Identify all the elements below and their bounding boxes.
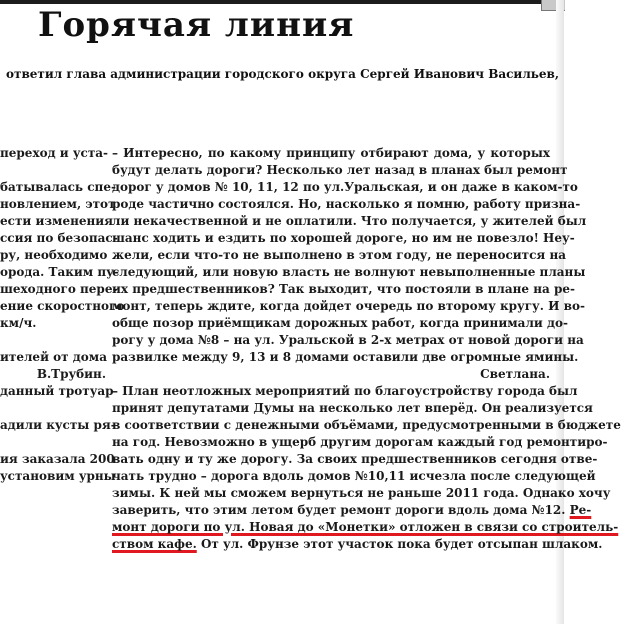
highlighted-text: монт дороги по ул. Новая до «Монетки» отложен в связи со строитель-: [112, 520, 619, 534]
line-text: следующий, или новую власть не волнуют невыполненные планы: [112, 265, 586, 279]
highlighted-text: ством кафе.: [112, 537, 197, 551]
main-column-line: [112, 264, 586, 281]
main-column-line: [112, 162, 568, 179]
main-column-line: [112, 179, 578, 196]
main-column-text: [112, 145, 621, 553]
line-text: развилке между 9, 13 и 8 домами оставили две огромные ямины.: [112, 350, 579, 364]
line-text: жели, если что-то не выполнено в этом году, не переносится на: [112, 248, 566, 262]
left-column-line: адили кусты ря-: [0, 418, 116, 432]
line-text: роде частично состоялся. Но, насколько я помню, работу призна-: [112, 197, 581, 211]
article-subtitle: ответил глава администрации городского округа Сергей Иванович Васильев,: [6, 67, 560, 81]
page-title: Горячая линия: [38, 5, 355, 45]
left-column-line: В.Трубин.: [36, 367, 106, 381]
line-text: на год. Невозможно в ущерб другим дорогам каждый год ремонтиро-: [112, 435, 608, 449]
line-text: монт, теперь ждите, когда дойдет очередь по второму кругу. И во-: [112, 299, 585, 313]
line-text: рогу у дома №8 – на ул. Уральской в 2-х метрах от новой дороги на: [112, 333, 584, 347]
main-column-line: [112, 332, 584, 349]
main-column-line: [112, 349, 579, 366]
line-text: зимы. К ней мы сможем вернуться не раньше 2011 года. Однако хочу: [112, 486, 611, 500]
line-text: – План неотложных мероприятий по благоустройству города был: [112, 384, 578, 398]
line-text: вать одну и ту же дорогу. За своих предшественников сегодня отве-: [112, 452, 598, 466]
left-column-line: ссия по безопас-: [0, 231, 118, 245]
line-text: будут делать дороги? Несколько лет назад в планах был ремонт: [112, 163, 568, 177]
left-column-line: [0, 162, 106, 179]
main-column-line: [112, 145, 550, 162]
left-column-line: батывалась спе-: [0, 180, 116, 194]
left-column-line: ести изменения: [0, 214, 114, 228]
line-text: От ул. Фрунзе этот участок пока будет отсыпан шлаком.: [196, 537, 603, 551]
left-column-text: [0, 145, 125, 485]
line-text: дорог у домов № 10, 11, 12 по ул.Уральская, и он даже в каком-то: [112, 180, 578, 194]
signature-line: [112, 366, 550, 383]
left-column-line: шеходного пере-: [0, 282, 118, 296]
main-column-line: [112, 400, 593, 417]
line-text: обще позор приёмщикам дорожных работ, когда принимали до-: [112, 316, 568, 330]
main-column-line: [112, 519, 619, 536]
left-column-line: орода. Таким пу-: [0, 265, 119, 279]
line-text: шанс ходить и ездить по хорошей дороге, но им не повезло! Неу-: [112, 231, 575, 245]
main-column-line: [112, 298, 585, 315]
main-column-line: [112, 417, 621, 434]
main-column-line: [112, 281, 575, 298]
main-column-line: [112, 451, 598, 468]
main-column-line: [112, 485, 611, 502]
line-text: ли некачественной и не оплатили. Что получается, у жителей был: [112, 214, 587, 228]
main-column-line: [112, 383, 578, 400]
main-column-line: [112, 536, 603, 553]
line-text: – Интересно, по какому принципу отбирают дома, у которых: [112, 146, 550, 160]
left-column-line: ия заказала 200: [0, 452, 115, 466]
line-text: заверить, что этим летом будет ремонт дороги вдоль дома №12.: [112, 503, 566, 517]
left-column-line: установим урны: [0, 469, 116, 483]
main-column-line: [112, 196, 581, 213]
left-column-line: переход и уста-: [0, 146, 109, 160]
top-border: [0, 0, 564, 4]
main-column-line: [112, 502, 592, 519]
main-column-line: [112, 468, 596, 485]
left-column-line: ру, необходимо: [0, 248, 108, 262]
left-column-line: новлением, этот: [0, 197, 116, 211]
line-text: чать трудно – дорога вдоль домов №10,11 исчезла после следующей: [112, 469, 596, 483]
line-text: их предшественников? Так выходит, что постояли в плане на ре-: [112, 282, 575, 296]
line-text: Светлана.: [480, 367, 550, 381]
highlighted-text: Ре-: [569, 503, 592, 517]
line-text: в соответствии с денежными объёмами, предусмотренными в бюджете: [112, 418, 621, 432]
left-column-line: данный тротуар: [0, 384, 114, 398]
main-column-line: [112, 213, 587, 230]
left-column-line: ение скоростного: [0, 299, 125, 313]
main-column-line: [112, 434, 608, 451]
main-column-line: [112, 230, 575, 247]
left-column-line: км/ч.: [0, 316, 37, 330]
line-text: принят депутатами Думы на несколько лет вперёд. Он реализуется: [112, 401, 593, 415]
main-column-line: [112, 315, 568, 332]
left-column-line: ителей от дома: [0, 350, 107, 364]
main-column-line: [112, 247, 566, 264]
